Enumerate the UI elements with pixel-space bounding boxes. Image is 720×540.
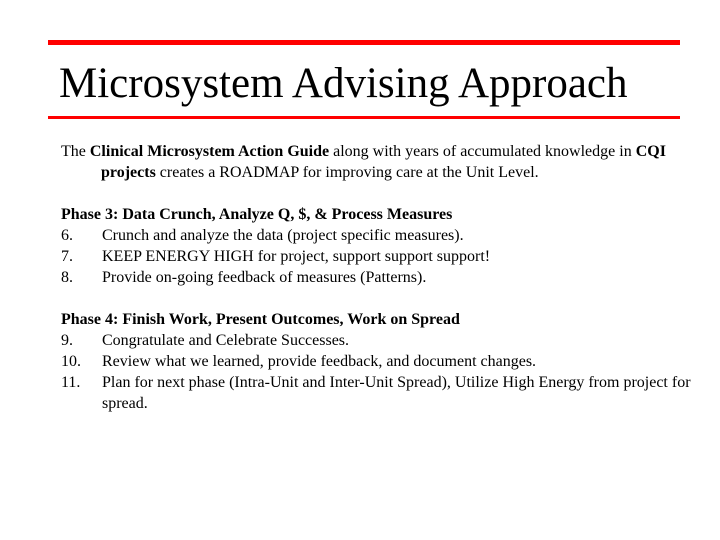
phase3-item [61,246,701,267]
item-number: 11. [61,374,81,391]
slide-title: Microsystem Advising Approach [59,60,628,107]
slide-body [61,141,701,435]
item-text: Provide on-going feedback of measures (Patterns). [102,269,427,286]
phase4-item [61,351,701,372]
item-text: Plan for next phase (Intra-Unit and Inter-Unit Spread), Utilize High Energy from project for spread. [102,374,691,412]
item-number: 8. [61,269,73,286]
item-text: Crunch and analyze the data (project specific measures). [102,227,464,244]
phase3-section [61,204,701,288]
item-text: Congratulate and Celebrate Successes. [102,332,350,349]
intro-text-3: creates a ROADMAP for improving care at the Unit Level. [155,164,539,181]
intro-bold-cqi-projects: CQI projects [101,143,666,181]
item-number: 10. [61,353,81,370]
item-number: 7. [61,248,73,265]
item-text: KEEP ENERGY HIGH for project, support support support! [102,248,491,265]
intro-text-2: along with years of accumulated knowledge in [329,143,636,160]
item-text: Review what we learned, provide feedback, and document changes. [102,353,537,370]
phase4-section [61,309,701,414]
item-number: 9. [61,332,73,349]
item-number: 6. [61,227,73,244]
intro-paragraph [61,141,701,183]
title-underline-rule [48,116,680,119]
phase3-item [61,267,701,288]
phase4-item [61,330,701,351]
intro-bold-action-guide: Clinical Microsystem Action Guide [89,143,330,160]
phase4-heading: Phase 4: Finish Work, Present Outcomes, Work on Spread [61,311,460,328]
phase4-item [61,372,701,414]
intro-text-1: The [61,143,90,160]
phase3-item [61,225,701,246]
top-red-rule [48,40,680,45]
phase3-heading: Phase 3: Data Crunch, Analyze Q, $, & Process Measures [61,206,453,223]
